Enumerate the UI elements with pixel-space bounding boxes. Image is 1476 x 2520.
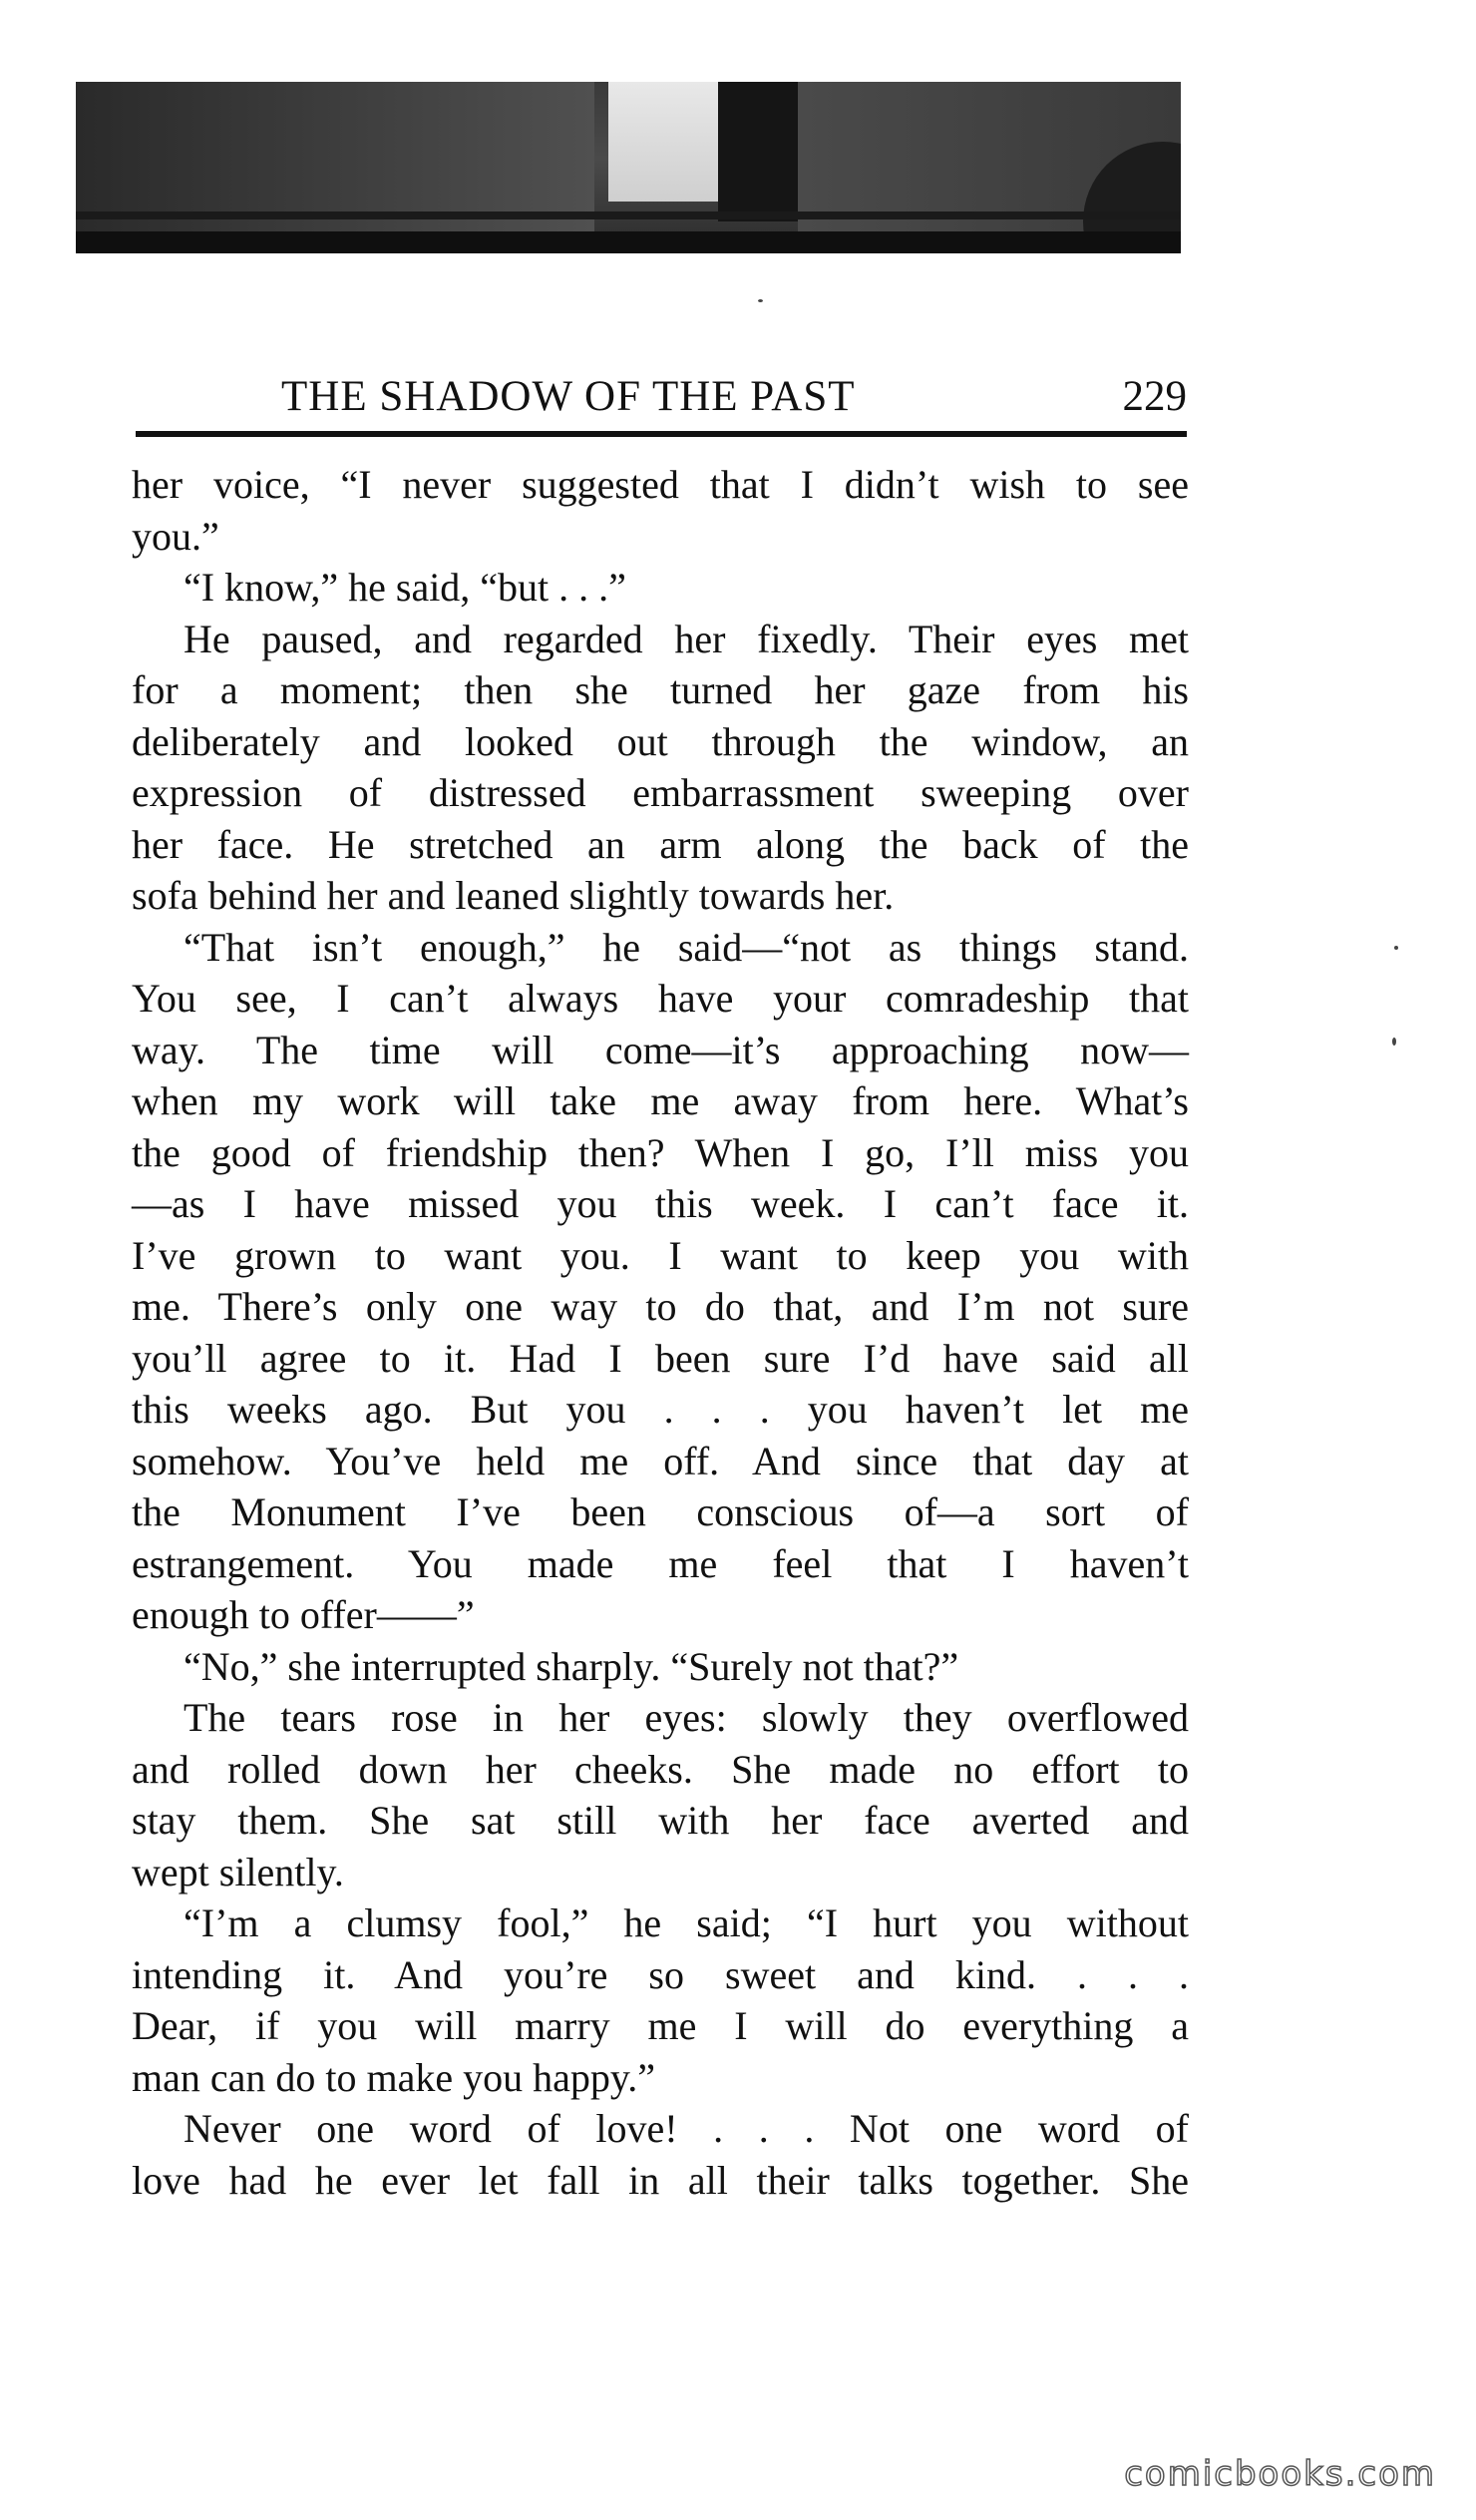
text-line: the Monument I’ve been conscious of—a sort of [132,1489,1189,1534]
text-line: stay them. She sat still with her face averted and [132,1798,1189,1843]
text-line: The tears rose in her eyes: slowly they overflowed [184,1695,1189,1740]
text-line: Dear, if you will marry me I will do everything a [132,2003,1189,2048]
text-line: love had he ever let fall in all their talks together. She [132,2157,1189,2203]
text-line: way. The time will come—it’s approaching now— [132,1027,1189,1072]
running-header [136,367,1187,427]
text-line: man can do to make you happy.” [132,2054,656,2100]
text-line: intending it. And you’re so sweet and kind. . . . [132,1951,1189,1997]
text-line: I’ve grown to want you. I want to keep you with [132,1232,1189,1278]
header-photo-strip [76,82,1181,253]
text-line: —as I have missed you this week. I can’t face it. [132,1181,1189,1226]
text-line: this weeks ago. But you . . . you haven’t let me [132,1387,1189,1432]
running-title: THE SHADOW OF THE PAST [281,373,856,420]
text-line: expression of distressed embarrassment sweeping over [132,770,1189,815]
text-line: and rolled down her cheeks. She made no effort to [132,1746,1189,1792]
page-number: 229 [1122,373,1187,420]
text-line: me. There’s only one way to do that, and I’m not sure [132,1284,1189,1329]
header-rule [136,431,1187,437]
text-line: He paused, and regarded her fixedly. Their eyes met [184,616,1189,661]
text-line: deliberately and looked out through the window, an [132,718,1189,764]
text-line: You see, I can’t always have your comradeship that [132,976,1189,1021]
text-line: estrangement. You made me feel that I haven’t [132,1540,1189,1586]
text-line: “No,” she interrupted sharply. “Surely not that?” [184,1643,959,1689]
text-line: her voice, “I never suggested that I didn’t wish to see [132,462,1189,507]
speck [1392,1038,1396,1046]
text-line: wept silently. [132,1849,344,1894]
photo-shadow-left [76,82,594,253]
text-line: for a moment; then she turned her gaze from his [132,667,1189,712]
photo-ledge [76,211,1181,219]
watermark: comicbooks.com [1124,2454,1436,2494]
text-line: you.” [132,513,219,559]
text-line: “I know,” he said, “but . . .” [184,565,626,610]
text-line: when my work will take me away from here. What’s [132,1078,1189,1123]
photo-base [76,231,1181,253]
speck [758,299,763,302]
text-line: the good of friendship then? When I go, I’ll miss you [132,1129,1189,1175]
body-text [132,459,1189,2206]
text-line: “That isn’t enough,” he said—“not as things stand. [184,924,1189,970]
text-line: somehow. You’ve held me off. And since that day at [132,1438,1189,1483]
photo-door-dark [718,82,798,221]
text-line: her face. He stretched an arm along the back of the [132,821,1189,867]
text-line: Never one word of love! . . . Not one word of [184,2106,1189,2151]
photo-door-light [608,82,718,202]
text-line: sofa behind her and leaned slightly towards her. [132,873,895,918]
text-line: “I’m a clumsy fool,” he said; “I hurt you without [184,1900,1189,1945]
speck [1394,946,1398,950]
text-line: you’ll agree to it. Had I been sure I’d have said all [132,1335,1189,1381]
text-line: enough to offer——” [132,1592,475,1637]
